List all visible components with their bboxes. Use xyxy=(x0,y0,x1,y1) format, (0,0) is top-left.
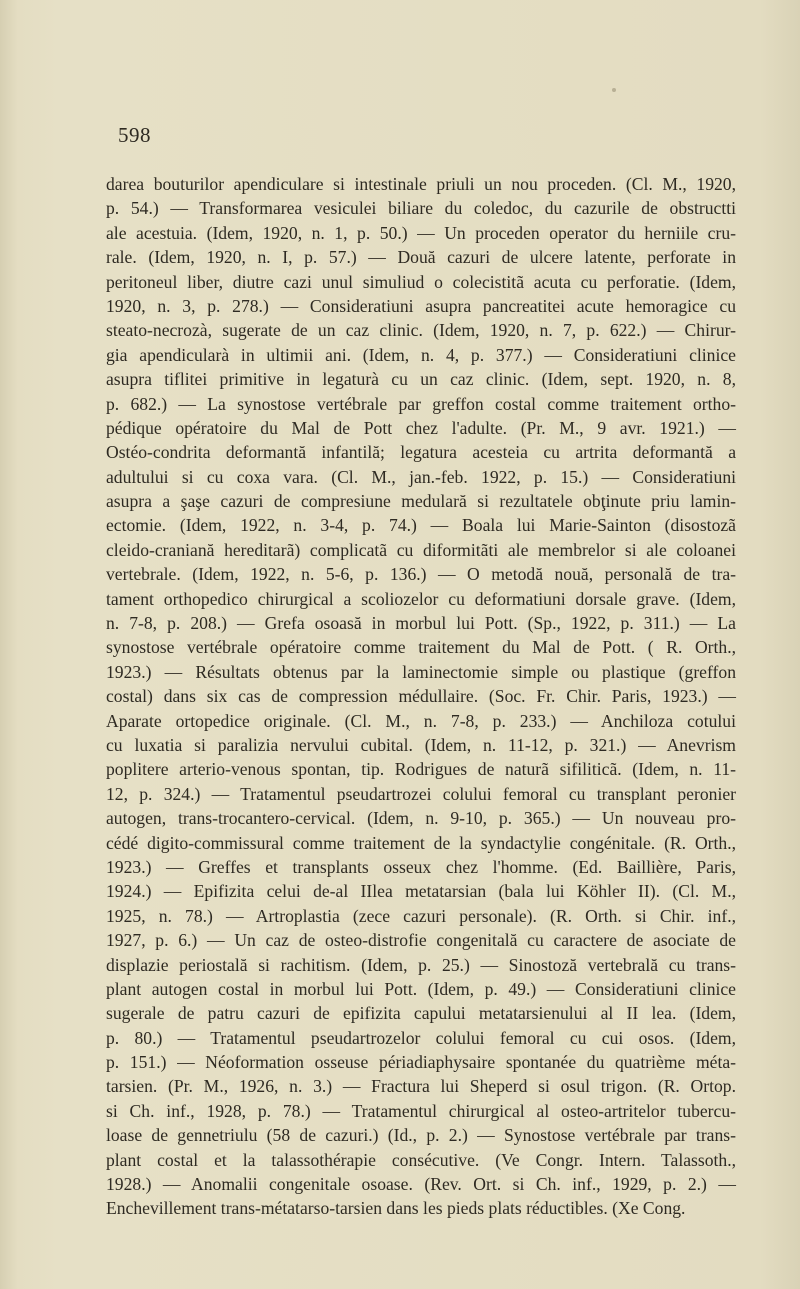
text-line: ale acestuia. (Idem, 1920, n. 1, p. 50.) — Un proceden operator du herniile cru- xyxy=(106,222,736,243)
text-line: Ostéo-condrita deformantă infantilă; legatura acesteia cu artrita deformantă a xyxy=(106,442,736,463)
text-line: 1923.) — Résultats obtenus par la laminectomie simple ou plastique (greffon xyxy=(106,661,736,682)
text-line: sugerale de patru cazuri de epifizita capului metatarsienului al II lea. (Idem, xyxy=(106,1003,736,1024)
text-line: 1920, n. 3, p. 278.) — Consideratiuni asupra pancreatitei acute hemoragice cu xyxy=(106,295,736,316)
text-line: p. 80.) — Tratamentul pseudartrozelor colului femoral cu cui osos. (Idem, xyxy=(106,1027,736,1048)
text-line: cu luxatia si paralizia nervului cubital. (Idem, n. 11-12, p. 321.) — Anevrism xyxy=(106,734,736,755)
text-line: plant autogen costal in morbul lui Pott. (Idem, p. 49.) — Consideratiuni clinice xyxy=(106,978,736,999)
text-line: 1924.) — Epifizita celui de-al IIlea metatarsian (bala lui Köhler II). (Cl. M., xyxy=(106,881,736,902)
text-line: displazie periostală si rachitism. (Idem, p. 25.) — Sinostoză vertebrală cu trans- xyxy=(106,954,736,975)
text-line: adultului si cu coxa vara. (Cl. M., jan.-feb. 1922, p. 15.) — Consideratiuni xyxy=(106,466,736,487)
text-line: 1923.) — Greffes et transplants osseux chez l'homme. (Ed. Baillière, Paris, xyxy=(106,856,736,877)
text-line: tarsien. (Pr. M., 1926, n. 3.) — Fractura lui Sheperd si osul trigon. (R. Ortop. xyxy=(106,1076,736,1097)
text-line: costal) dans six cas de compression médullaire. (Soc. Fr. Chir. Paris, 1923.) — xyxy=(106,686,736,707)
text-line: p. 682.) — La synostose vertébrale par greffon costal comme traitement ortho- xyxy=(106,393,736,414)
text-line: tament orthopedico chirurgical a scoliozelor cu deformatiuni dorsale grave. (Idem, xyxy=(106,588,736,609)
text-line: cleido-craniană hereditarã) complicatã cu diformitãti ale membrelor si ale coloanei xyxy=(106,539,736,560)
text-line: cédé digito-commissural comme traitement de la syndactylie congénitale. (R. Orth., xyxy=(106,832,736,853)
text-line: peritoneul liber, diutre cazi unul simuliud o colecistitã acuta cu perforatie. (Idem, xyxy=(106,271,736,292)
text-line: asupra tiflitei primitive in legaturà cu un caz clinic. (Idem, sept. 1920, n. 8, xyxy=(106,369,736,390)
text-line: plant costal et la talassothérapie consécutive. (Ve Congr. Intern. Talassoth., xyxy=(106,1149,736,1170)
text-line: asupra a şaşe cazuri de compresiune medulară si rezultatele obţinute priu lamin- xyxy=(106,491,736,512)
text-line: synostose vertébrale opératoire comme traitement du Mal de Pott. ( R. Orth., xyxy=(106,637,736,658)
text-line: p. 54.) — Transformarea vesiculei biliare du coledoc, du cazurile de obstructti xyxy=(106,198,736,219)
text-line: loase de gennetriulu (58 de cazuri.) (Id., p. 2.) — Synostose vertébrale par trans- xyxy=(106,1125,736,1146)
text-line: 1925, n. 78.) — Artroplastia (zece cazuri personale). (R. Orth. si Chir. inf., xyxy=(106,905,736,926)
page-number: 598 xyxy=(118,123,151,147)
text-line: rale. (Idem, 1920, n. I, p. 57.) — Două cazuri de ulcere latente, perforate in xyxy=(106,247,736,268)
text-line: Aparate ortopedice originale. (Cl. M., n. 7-8, p. 233.) — Anchiloza cotului xyxy=(106,710,736,731)
text-line: 12, p. 324.) — Tratamentul pseudartrozei colului femoral cu transplant peronier xyxy=(106,783,736,804)
text-line: darea bouturilor apendiculare si intestinale priuli un nou proceden. (Cl. M., 1920, xyxy=(106,174,736,194)
text-line: 1927, p. 6.) — Un caz de osteo-distrofie congenitală cu caractere de asociate de xyxy=(106,930,736,951)
text-line: gia apendicularà in ultimii ani. (Idem, n. 4, p. 377.) — Consideratiuni clinice xyxy=(106,344,736,365)
text-line: pédique opératoire du Mal de Pott chez l'adulte. (Pr. M., 9 avr. 1921.) — xyxy=(106,417,736,438)
text-line: 1928.) — Anomalii congenitale osoase. (Rev. Ort. si Ch. inf., 1929, p. 2.) — xyxy=(106,1174,736,1195)
text-line: si Ch. inf., 1928, p. 78.) — Tratamentul chirurgical al osteo-artritelor tubercu- xyxy=(106,1100,736,1121)
text-line: ectomie. (Idem, 1922, n. 3-4, p. 74.) — Boala lui Marie-Sainton (disostozã xyxy=(106,515,736,536)
text-line: vertebrale. (Idem, 1922, n. 5-6, p. 136.) — O metodă nouă, personală de tra- xyxy=(106,564,736,585)
text-line: steato-necrozà, sugerate de un caz clinic. (Idem, 1920, n. 7, p. 622.) — Chirur- xyxy=(106,320,736,341)
paper-speck xyxy=(612,88,616,92)
text-line: n. 7-8, p. 208.) — Grefa osoasă in morbul lui Pott. (Sp., 1922, p. 311.) — La xyxy=(106,613,736,634)
text-line: autogen, trans-trocantero-cervical. (Idem, n. 9-10, p. 365.) — Un nouveau pro- xyxy=(106,808,736,829)
text-line: Enchevillement trans-métatarso-tarsien dans les pieds plats réductibles. (Xe Cong. xyxy=(106,1198,686,1219)
text-line: poplitere arterio-venous spontan, tip. Rodrigues de naturã sifiliticã. (Idem, n. 11- xyxy=(106,759,736,780)
bibliography-text xyxy=(106,172,736,1221)
text-line: p. 151.) — Néoformation osseuse périadiaphysaire spontanée du quatrième méta- xyxy=(106,1052,736,1073)
